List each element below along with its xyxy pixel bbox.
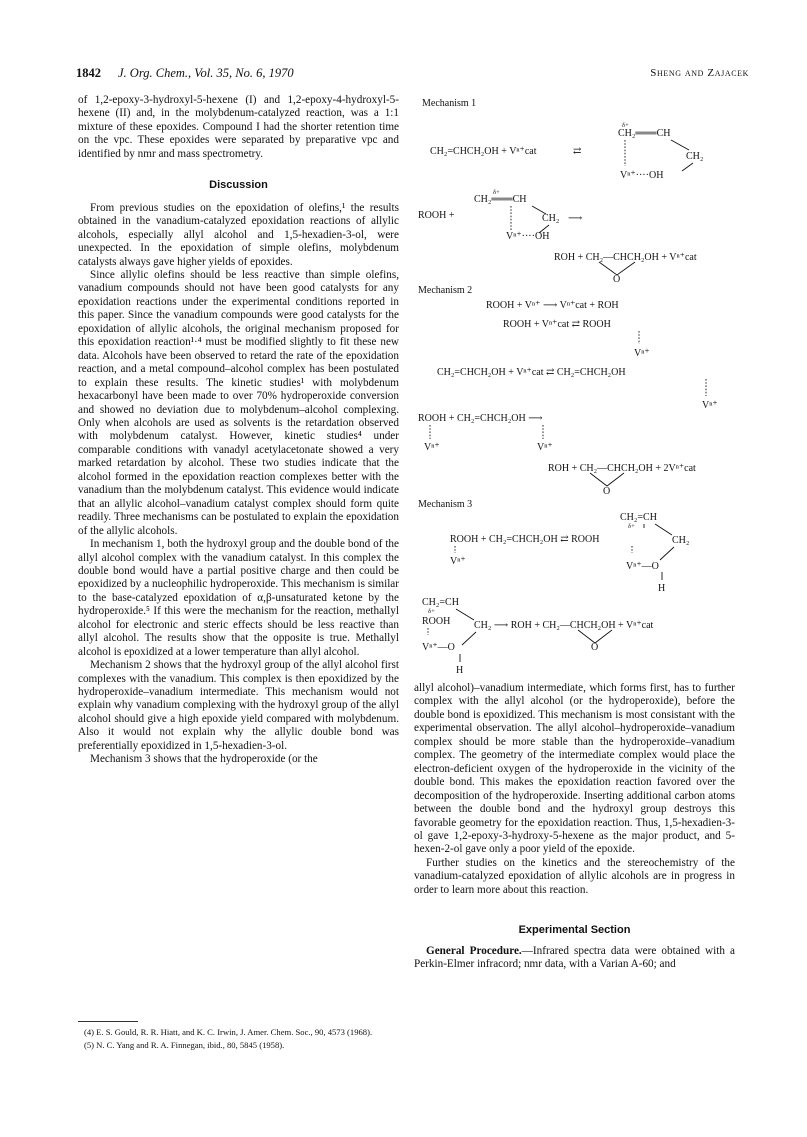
m2-epoxide-o: O [603, 486, 611, 497]
m3-delta-2: δ+ [428, 608, 435, 615]
discussion-paragraph-3: In mechanism 1, both the hydroxyl group and the double bond of the allyl alcohol complex with the vanadium catalyst. In this complex the double bond would have a partial positive charge and then could be epoxidized by a nucleophilic hydroperoxide. This mechanism is similar to the base-catalyzed epoxidation of α,β-unsaturated ketone by the hydroperoxide.⁵ If this were the mechanism for the reaction, methallyl alcohol for electronic and steric effects should be less reactive than allyl alcohol. The results show that the opposite is true. Methallyl alcohol is epoxidized at a lower temperature than allyl alcohol. [78, 538, 399, 658]
m3-vo-2: Vⁿ⁺—O [422, 642, 455, 653]
m3-epoxide-o: O [591, 642, 599, 653]
m1-ch2: CH₂ [686, 151, 704, 162]
discussion-paragraph-4: Mechanism 2 shows that the hydroxyl group of the allyl alcohol first complexes with the vanadium. This complex is then epoxidized by the hydroperoxide–vanadium intermediate. This mechanism would not explain why vanadium complexing with the hydroxyl group of the allyl alcohol should give a high epoxide yield compared with molybdenum. Also it would not explain why the allylic double bond was preferentially epoxidized in 1,5-hexadien-3-ol. [78, 659, 399, 752]
m2-products: ROH + CH₂—CHCH₂OH + 2Vⁿ⁺cat [548, 463, 696, 474]
m3-bond-b [655, 524, 672, 535]
m2-eq4: ROOH + CH₂=CHCH₂OH ⟶ [418, 413, 543, 424]
m3-ch2: CH₂ [672, 535, 690, 546]
m1-complex-top-2: CH₂═══CH [474, 194, 527, 205]
m3-delta: δ+ [628, 523, 635, 530]
m1-arrow-2: ⟶ [568, 213, 583, 224]
mechanism-scheme [410, 94, 750, 684]
m3-h-2: H [456, 665, 464, 676]
mechanism-1-label: Mechanism 1 [422, 98, 477, 109]
right-paragraph-2: Further studies on the kinetics and the stereochemistry of the vanadium-catalyzed epoxidation of allylic alcohols are in progress in order to learn more about this reaction. [414, 856, 735, 896]
running-authors: Sheng and Zajacek [650, 67, 749, 79]
right-column [414, 682, 735, 972]
m3-top-2: CH₂=CH [422, 597, 459, 608]
journal-citation: J. Org. Chem., Vol. 35, No. 6, 1970 [118, 66, 294, 80]
m3-rooh-2: ROOH [422, 616, 451, 627]
m3-h: H [658, 583, 666, 594]
footnote-4: (4) E. S. Gould, R. R. Hiatt, and K. C. Irwin, J. Amer. Chem. Soc., 90, 4573 (1968). [84, 1027, 373, 1037]
m3-bond-c [660, 547, 674, 560]
m1-v-oh: Vⁿ⁺····OH [620, 170, 664, 181]
m1-bond [671, 140, 689, 150]
footnotes [78, 1027, 399, 1053]
m3-top: CH₂=CH [620, 512, 657, 523]
discussion-heading: Discussion [209, 179, 268, 192]
right-paragraph-1: allyl alcohol)–vanadium intermediate, which forms first, has to further complex with the allyl alcohol (or the hydroperoxide), before the double bond is epoxidized. This mechanism is most consistant with the experimental observation. The allyl alcohol–hydroperoxide–vanadium complex should be more stable than the hydroperoxide–vanadium complex. The geometry of the intermediate complex would place the electron-deficient oxygen of the hydroperoxide in the vicinity of the double bond. This makes the epoxidation reaction favored over the decomposition of the hydroperoxide. Inserting additional carbon atoms between the double bond and the hydroxyl group destroys this favorable geometry for the epoxidation reaction. Thus, 1,5-hexadien-3-ol gave 1,2-epoxy-3-hydroxy-5-hexene as the major product, and 5-hexen-2-ol gave only a poor yield of the epoxide. [414, 682, 735, 856]
m1-eq1-arrow: ⇄ [573, 146, 582, 157]
left-column [78, 94, 399, 767]
m2-vn-3: Vⁿ⁺ [424, 442, 440, 453]
m3-products: CH₂ ⟶ ROH + CH₂—CHCH₂OH + Vⁿ⁺cat [474, 620, 654, 631]
m1-bond-2 [682, 163, 693, 171]
m2-vn-2: Vⁿ⁺ [702, 400, 718, 411]
m3-eq: ROOH + CH₂=CHCH₂OH ⇄ ROOH [450, 534, 600, 545]
m1-rooh: ROOH + [418, 210, 455, 221]
general-procedure-heading: General Procedure. [426, 944, 522, 957]
m1-delta-2: δ+ [493, 189, 500, 196]
m3-vo: Vⁿ⁺—O [626, 561, 659, 572]
m3-bond-f [462, 632, 476, 645]
discussion-paragraph-2: Since allylic olefins should be less reactive than simple olefins, vanadium compounds should not have been good catalysts for any epoxidation reactions under the experimental conditions reported in this paper. Since the vanadium compounds were good catalysts for the epoxidation of allylic alcohols, the original mechanism proposed for this epoxidation reaction¹·⁴ must be modified slightly to fit these new data. Alcohols have been observed to retard the rate of the epoxidation reaction, and a metal compound–alcohol complex has been postulated to explain these results. The kinetic studies¹ with molybdenum hexacarbonyl have been made to over 70% hydroperoxide conversion and showed no deviation due to molybdenum–alcohol complexing. Only when alcohols are used as solvents is the retardation observed with molybdenum catalyst. However, kinetic studies⁴ under comparable conditions with vanadyl acetylacetonate showed a very marked retardation by alcohol. These two studies indicate that the alcohol formed in the epoxidation reaction complexes better with the vanadium than the molybdenum catalyst. This evidence would indicate that an allylic alcohol–vanadium catalyst complex should form quite readily. Three mechanisms can be postulated to explain the epoxidation of the allylic alcohols. [78, 268, 399, 537]
mechanism-2-label: Mechanism 2 [418, 285, 473, 296]
m2-vn-1: Vⁿ⁺ [634, 348, 650, 359]
m1-delta: δ+ [622, 122, 629, 129]
general-procedure-paragraph [414, 945, 735, 972]
m2-eq1: ROOH + Vⁿ⁺ ⟶ Vⁿ⁺cat + ROH [486, 300, 619, 311]
experimental-heading: Experimental Section [518, 924, 631, 937]
discussion-paragraph-5: Mechanism 3 shows that the hydroperoxide (or the [90, 753, 318, 766]
general-procedure-text: —Infrared spectra data were obtained with a Perkin-Elmer infracord; nmr data, with a Varian A-60; and [414, 944, 735, 971]
m3-bond-e [456, 609, 474, 620]
mechanism-3-label: Mechanism 3 [418, 499, 473, 510]
m2-epoxide-ring [590, 473, 624, 486]
intro-paragraph: of 1,2-epoxy-3-hydroxyl-5-hexene (I) and 1,2-epoxy-4-hydroxyl-5-hexene (II) and, in the molybdenum-catalyzed reaction, was a 1:1 mixture of these epoxides. Compound I had the shorter retention time on the vpc. These epoxides were separated by preparative vpc and identified by nmr and mass spectrometry. [78, 94, 399, 160]
footnote-rule [78, 1021, 138, 1022]
m1-complex-top: CH₂═══CH [618, 128, 671, 139]
m2-eq2: ROOH + Vⁿ⁺cat ⇄ ROOH [503, 319, 611, 330]
m2-eq3: CH₂=CHCH₂OH + Vⁿ⁺cat ⇄ CH₂=CHCH₂OH [437, 367, 626, 378]
m1-v-oh-2: Vⁿ⁺····OH [506, 231, 550, 242]
m2-vn-4: Vⁿ⁺ [537, 442, 553, 453]
mechanism-scheme-svg [410, 94, 750, 684]
m3-vn: Vⁿ⁺ [450, 556, 466, 567]
m1-epoxide-o: O [613, 274, 621, 285]
m1-eq1-left: CH₂=CHCH₂OH + Vⁿ⁺cat [430, 146, 537, 157]
page-number: 1842 [76, 66, 101, 80]
m1-products: ROH + CH₂—CHCH₂OH + Vⁿ⁺cat [554, 252, 697, 263]
m1-ch2-2: CH₂ [542, 213, 560, 224]
discussion-paragraph-1: From previous studies on the epoxidation of olefins,¹ the results obtained in the vanadium-catalyzed epoxidation reactions of allylic alcohols, especially allyl alcohol and 1,5-hexadien-3-ol, were unexpected. In the epoxidation of simple olefins, molybdenum catalysts always gave higher yields of epoxides. [78, 201, 399, 268]
footnote-5: (5) N. C. Yang and R. A. Finnegan, ibid., 80, 5845 (1958). [84, 1039, 285, 1050]
